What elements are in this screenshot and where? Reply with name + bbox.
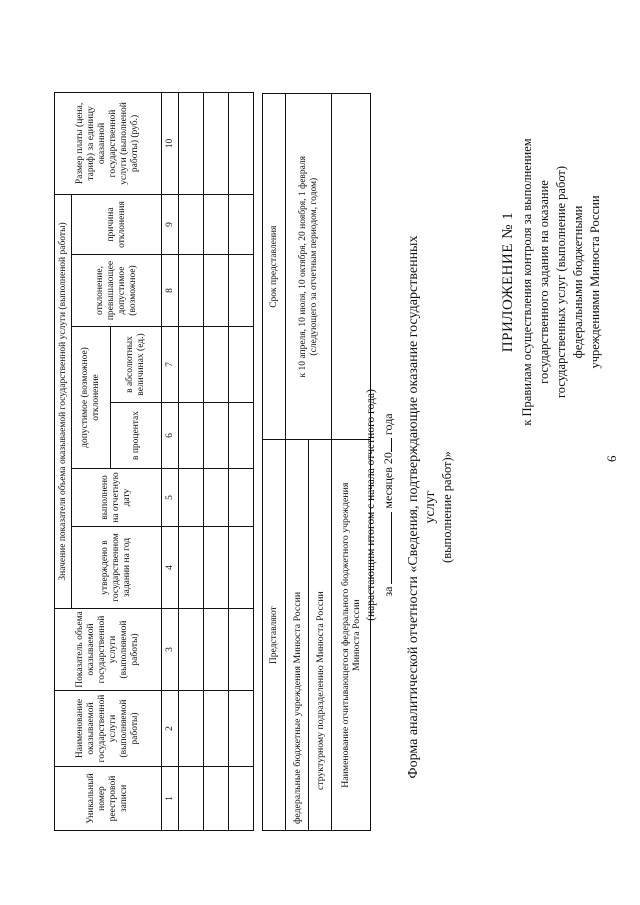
- table-cell: [179, 527, 204, 609]
- col-number: 8: [162, 255, 179, 327]
- appendix-line: учреждениями Минюста России: [588, 195, 602, 369]
- form-title: [405, 227, 456, 787]
- col-number: 7: [162, 327, 179, 403]
- table-cell: [179, 194, 204, 254]
- appendix-block: [500, 112, 604, 452]
- table-row: [229, 92, 254, 830]
- table-cell: [229, 327, 254, 403]
- period-suffix: года: [381, 413, 395, 436]
- period-middle: месяцев 20: [381, 452, 395, 509]
- table-cell: [229, 691, 254, 767]
- table-cell: [229, 767, 254, 831]
- table-cell: [204, 403, 229, 469]
- col-number: 9: [162, 194, 179, 254]
- period-year-blank: [380, 438, 392, 452]
- table-cell: [204, 609, 229, 691]
- submission-table: [262, 93, 371, 831]
- table-cell: [204, 527, 229, 609]
- col-absolute: в абсолютных величинах (ед.): [111, 327, 162, 403]
- table-cell: [204, 469, 229, 527]
- deadline-note: (следующего за отчетным периодом, годом): [308, 177, 319, 356]
- form-title-line: Форма аналитической отчетности «Сведения, подтверждающие оказание государственных услуг: [406, 235, 438, 779]
- table-cell: [179, 327, 204, 403]
- table-cell: [229, 92, 254, 194]
- table-cell: [179, 767, 204, 831]
- table-cell: [229, 403, 254, 469]
- appendix-line: федеральными бюджетными: [571, 205, 585, 359]
- table-cell: [229, 527, 254, 609]
- table-cell: [204, 767, 229, 831]
- col-approved: утверждено в государственном задании на год: [72, 527, 162, 609]
- table-cell: [179, 403, 204, 469]
- col-group-values: Значение показателя объема оказываемой государственной услуги (выполненой работы): [55, 194, 72, 608]
- col-record-number: Уникальный номер реестровой записи: [55, 767, 162, 831]
- col-percent: в процентах: [111, 403, 162, 469]
- table-cell: [204, 92, 229, 194]
- appendix-line: государственных услуг (выполнение работ): [554, 165, 568, 399]
- reporting-period: [380, 355, 396, 655]
- deadline-header: Срок представления: [263, 94, 286, 440]
- institution-label: Наименование отчитывающегося федерального бюджетного учреждения Минюста России: [332, 440, 371, 831]
- col-number: 6: [162, 403, 179, 469]
- table-row: [204, 92, 229, 830]
- table-cell: [179, 609, 204, 691]
- table-cell: [204, 194, 229, 254]
- table-cell: [204, 327, 229, 403]
- col-number: 5: [162, 469, 179, 527]
- table-cell: [229, 469, 254, 527]
- table-row: [179, 92, 204, 830]
- col-service-name: Наименование оказываемой государственной услуги (выполняемой работы): [55, 691, 162, 767]
- deadline-text: к 10 апреля, 10 июля, 10 октября, 20 ноября, 1 февраля: [297, 155, 308, 378]
- col-deviation-group: допустимое (возможное) отклонение: [72, 327, 111, 469]
- period-note: (нарастающим итогом с начала отчетного года): [365, 389, 377, 621]
- col-volume-indicator: Показатель объема оказываемой государственной услуги (выполняемой работы): [55, 609, 162, 691]
- period-months-blank: [380, 512, 392, 584]
- period-prefix: за: [381, 586, 395, 597]
- table-cell: [229, 609, 254, 691]
- col-fee: Размер платы (цена, тариф) за единицу оказанной государственной услуги (выполненой работы) (руб.): [55, 92, 162, 194]
- form-subtitle: (выполнение работ)»: [440, 451, 454, 563]
- col-number: 3: [162, 609, 179, 691]
- col-number: 1: [162, 767, 179, 831]
- table-cell: [179, 469, 204, 527]
- col-reason: причина отклонения: [72, 194, 162, 254]
- institution-value: [332, 94, 371, 440]
- table-cell: [229, 255, 254, 327]
- appendix-line: государственного задания на оказание: [537, 180, 551, 384]
- col-done: выполнено на отчетную дату: [72, 469, 162, 527]
- table-cell: [229, 194, 254, 254]
- submitter-row: федеральные бюджетные учреждения Минюста России: [286, 440, 309, 831]
- col-number: 10: [162, 92, 179, 194]
- page-number: 6: [604, 455, 619, 462]
- col-number: 4: [162, 527, 179, 609]
- col-exceeding: отклонение, превышающее допустимое (возможное): [72, 255, 162, 327]
- recipient-row: структурному подразделению Минюста России: [309, 440, 332, 831]
- table-cell: [179, 255, 204, 327]
- appendix-heading: ПРИЛОЖЕНИЕ № 1: [500, 211, 516, 353]
- table-cell: [179, 92, 204, 194]
- col-number: 2: [162, 691, 179, 767]
- table-cell: [204, 691, 229, 767]
- submitters-header: Представляют: [263, 440, 286, 831]
- report-table: [54, 92, 254, 831]
- table-cell: [179, 691, 204, 767]
- deadline-cell: [286, 94, 332, 440]
- table-cell: [204, 255, 229, 327]
- appendix-line: к Правилам осуществления контроля за выполнением: [520, 138, 534, 426]
